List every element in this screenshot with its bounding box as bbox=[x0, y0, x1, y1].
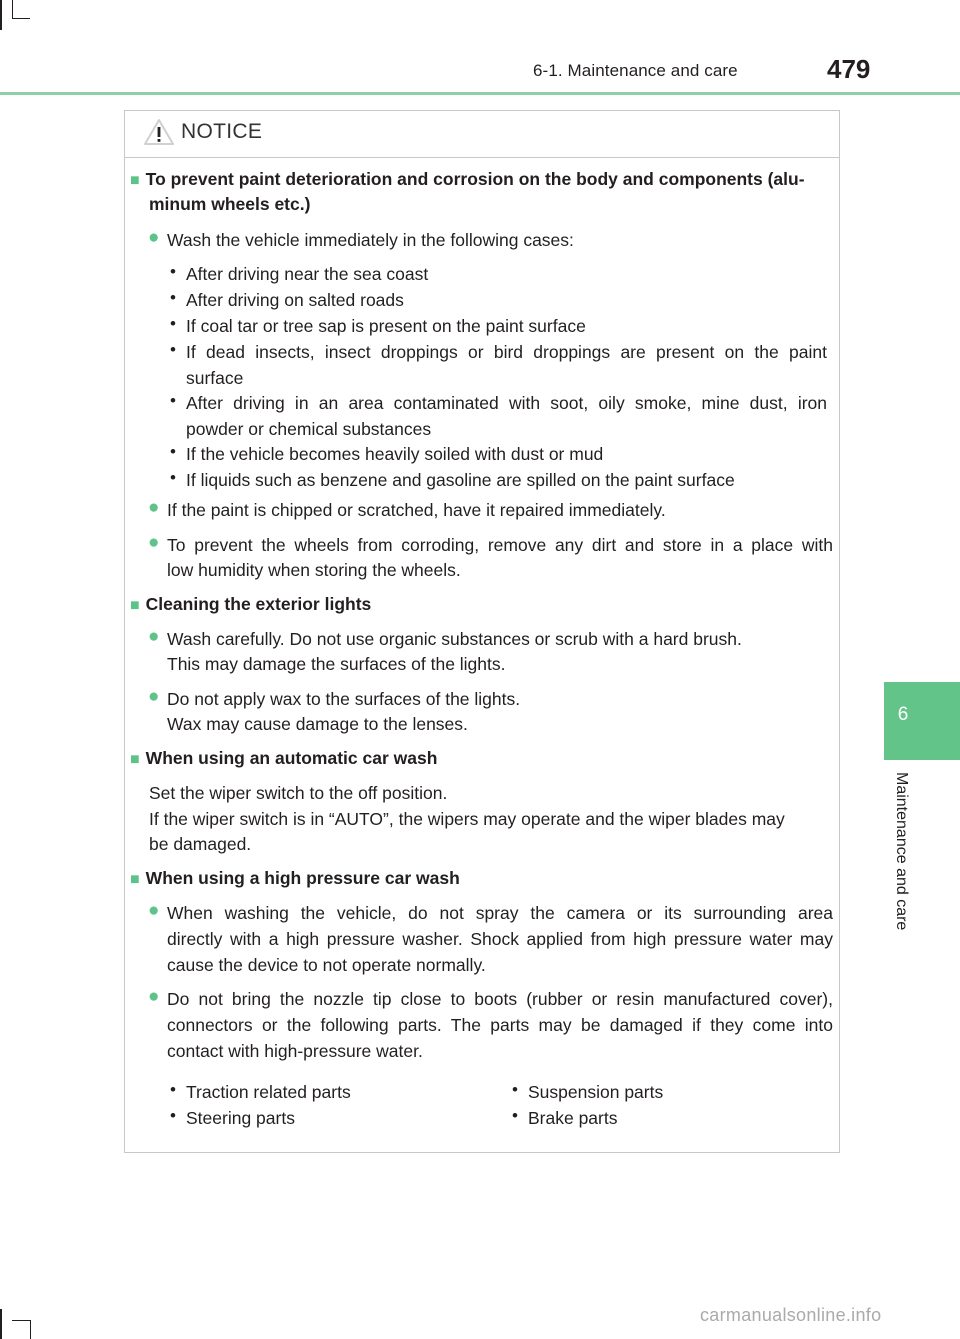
round-bullet-icon: ● bbox=[148, 626, 160, 647]
small-bullet-icon: • bbox=[170, 468, 176, 487]
round-bullet-icon: ● bbox=[148, 900, 160, 921]
part-item: Steering parts bbox=[186, 1108, 295, 1128]
crop-mark bbox=[12, 0, 13, 18]
sub-item: If liquids such as benzene and gasoline are spilled on the paint surface bbox=[186, 470, 735, 490]
chapter-number: 6 bbox=[897, 704, 909, 725]
bullet-text: Do not apply wax to the surfaces of the lights. bbox=[167, 689, 521, 709]
sub-item: After driving on salted roads bbox=[186, 290, 404, 310]
section-heading-paint: ■ To prevent paint deterioration and corrosion on the body and components (alu- bbox=[130, 169, 805, 189]
part-item: Brake parts bbox=[528, 1108, 618, 1128]
section-heading-paint-cont: minum wheels etc.) bbox=[149, 194, 311, 214]
small-bullet-icon: • bbox=[170, 288, 176, 307]
crop-mark bbox=[12, 1320, 30, 1321]
chapter-tab bbox=[884, 682, 960, 760]
square-bullet-icon: ■ bbox=[130, 751, 140, 768]
sub-item-cont: powder or chemical substances bbox=[186, 419, 432, 439]
bullet-text-cont: This may damage the surfaces of the lights. bbox=[167, 654, 506, 674]
square-bullet-icon: ■ bbox=[130, 871, 140, 888]
paragraph-text: Set the wiper switch to the off position. bbox=[149, 783, 448, 803]
watermark: carmanualsonline.info bbox=[700, 1305, 882, 1325]
bullet-text: If the paint is chipped or scratched, have it repaired immediately. bbox=[167, 500, 666, 520]
sub-item: If coal tar or tree sap is present on the paint surface bbox=[186, 316, 586, 336]
round-bullet-icon: ● bbox=[148, 986, 160, 1007]
round-bullet-icon: ● bbox=[148, 227, 160, 248]
small-bullet-icon: • bbox=[170, 391, 176, 410]
bullet-text-cont: contact with high-pressure water. bbox=[167, 1041, 423, 1061]
header-divider bbox=[0, 92, 960, 95]
small-bullet-icon: • bbox=[170, 1106, 176, 1125]
bullet-text: Wash the vehicle immediately in the following cases: bbox=[167, 230, 574, 250]
crop-mark bbox=[30, 1320, 31, 1339]
sub-item: After driving in an area contaminated with soot, oily smoke, mine dust, iron bbox=[186, 393, 827, 413]
bullet-text-cont: low humidity when storing the wheels. bbox=[167, 560, 461, 580]
bullet-text-cont: connectors or the following parts. The parts may be damaged if they come into bbox=[167, 1015, 833, 1035]
section-title: 6-1. Maintenance and care bbox=[533, 61, 738, 80]
crop-mark bbox=[12, 18, 30, 19]
bullet-text: Wash carefully. Do not use organic substances or scrub with a hard brush. bbox=[167, 629, 742, 649]
paragraph-text: If the wiper switch is in “AUTO”, the wipers may operate and the wiper blades may bbox=[149, 809, 785, 829]
notice-divider bbox=[125, 157, 839, 158]
square-bullet-icon: ■ bbox=[130, 172, 140, 189]
bullet-text: To prevent the wheels from corroding, remove any dirt and store in a place with bbox=[167, 535, 833, 555]
crop-mark bbox=[0, 1309, 2, 1339]
warning-triangle-icon bbox=[143, 118, 175, 146]
small-bullet-icon: • bbox=[170, 340, 176, 359]
sub-item: If the vehicle becomes heavily soiled with dust or mud bbox=[186, 444, 604, 464]
bullet-text-cont: Wax may cause damage to the lenses. bbox=[167, 714, 468, 734]
bullet-text-cont: directly with a high pressure washer. Shock applied from high pressure water may bbox=[167, 929, 833, 949]
section-heading-lights: ■ Cleaning the exterior lights bbox=[130, 594, 372, 614]
small-bullet-icon: • bbox=[170, 442, 176, 461]
bullet-text: Do not bring the nozzle tip close to boots (rubber or resin manufactured cover), bbox=[167, 989, 833, 1009]
chapter-title: Maintenance and care bbox=[893, 772, 910, 931]
paragraph-text: be damaged. bbox=[149, 834, 252, 854]
sub-item-cont: surface bbox=[186, 368, 244, 388]
square-bullet-icon: ■ bbox=[130, 597, 140, 614]
round-bullet-icon: ● bbox=[148, 686, 160, 707]
small-bullet-icon: • bbox=[170, 1080, 176, 1099]
small-bullet-icon: • bbox=[170, 314, 176, 333]
page-number: 479 bbox=[827, 54, 871, 84]
small-bullet-icon: • bbox=[512, 1106, 518, 1125]
small-bullet-icon: • bbox=[512, 1080, 518, 1099]
part-item: Suspension parts bbox=[528, 1082, 664, 1102]
round-bullet-icon: ● bbox=[148, 532, 160, 553]
section-heading-auto-wash: ■ When using an automatic car wash bbox=[130, 748, 438, 768]
notice-title: NOTICE bbox=[181, 120, 263, 143]
bullet-text-cont: cause the device to not operate normally. bbox=[167, 955, 486, 975]
sub-item: After driving near the sea coast bbox=[186, 264, 429, 284]
small-bullet-icon: • bbox=[170, 262, 176, 281]
round-bullet-icon: ● bbox=[148, 497, 160, 518]
part-item: Traction related parts bbox=[186, 1082, 351, 1102]
bullet-text: When washing the vehicle, do not spray the camera or its surrounding area bbox=[167, 903, 833, 923]
crop-mark bbox=[0, 0, 2, 30]
notice-header bbox=[143, 117, 262, 147]
sub-item: If dead insects, insect droppings or bird droppings are present on the paint bbox=[186, 342, 827, 362]
section-heading-pressure-wash: ■ When using a high pressure car wash bbox=[130, 868, 460, 888]
